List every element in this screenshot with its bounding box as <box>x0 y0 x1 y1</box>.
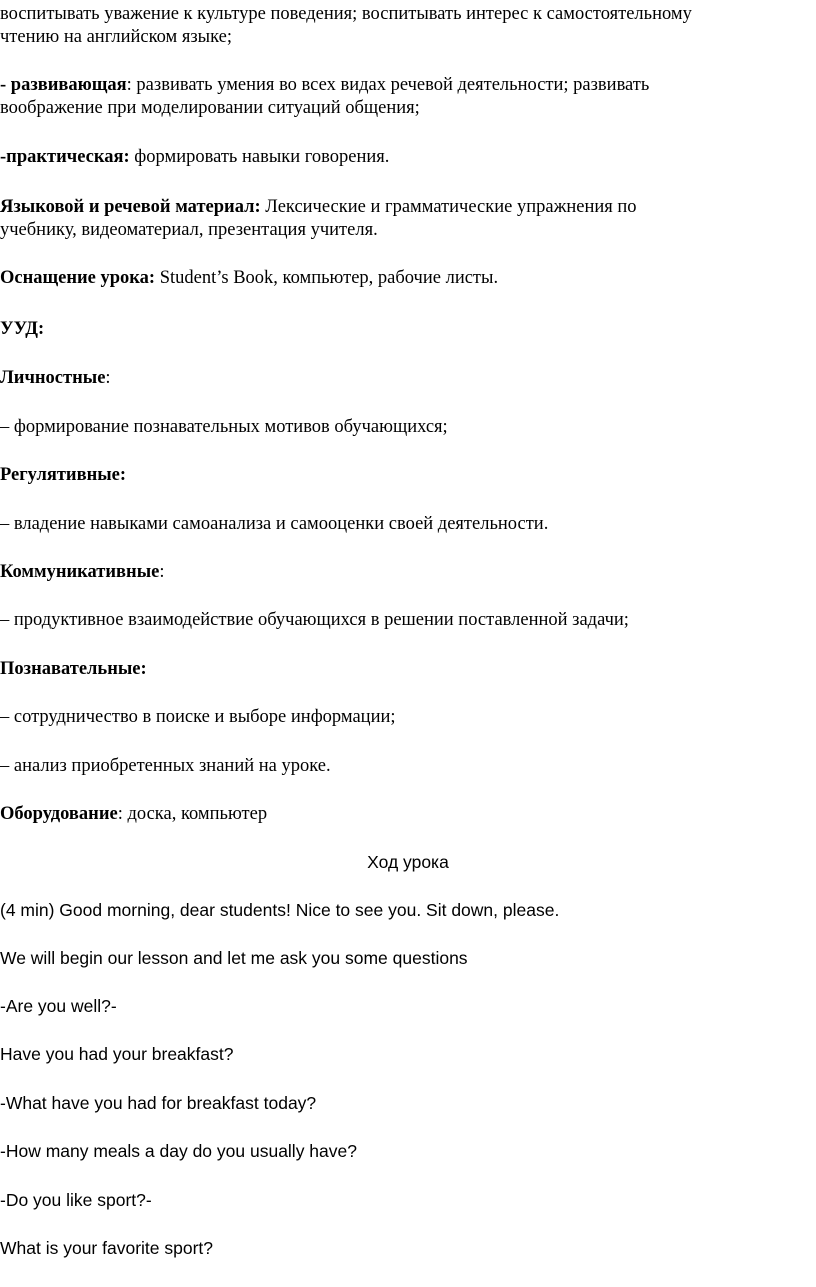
lesson-line: We will begin our lesson and let me ask you some questions <box>0 948 468 968</box>
uud-heading: УУД: <box>0 319 45 339</box>
lesson-equipment-paragraph <box>0 267 800 290</box>
lesson-equipment-label: Оснащение урока: <box>0 268 156 288</box>
lesson-title: Ход урока <box>367 852 449 872</box>
practical-text: формировать навыки говорения. <box>129 147 390 167</box>
lesson-equipment-text: Student’s Book, компьютер, рабочие листы. <box>155 268 499 288</box>
communicative-colon: : <box>159 562 165 582</box>
developing-label: - развивающая <box>0 75 127 95</box>
lesson-line: What is your favorite sport? <box>0 1238 213 1258</box>
communicative-label: Коммуникативные <box>0 562 160 582</box>
intro-line-1: воспитывать уважение к культуре поведения; воспитывать интерес к самостоятельному <box>0 4 692 24</box>
developing-goal <box>0 74 800 120</box>
lesson-line: -Do you like sport?- <box>0 1190 152 1210</box>
personal-heading <box>0 367 800 390</box>
communicative-heading <box>0 561 800 584</box>
communicative-item: – продуктивное взаимодействие обучающихся в решении поставленной задачи; <box>0 610 629 630</box>
material-label: Языковой и речевой материал: <box>0 197 261 217</box>
practical-label: -практическая: <box>0 147 130 167</box>
equipment-text: : доска, компьютер <box>117 804 268 824</box>
personal-colon: : <box>105 368 111 388</box>
regulatory-item: – владение навыками самоанализа и самооценки своей деятельности. <box>0 514 549 534</box>
personal-item: – формирование познавательных мотивов обучающихся; <box>0 417 448 437</box>
practical-goal <box>0 146 800 169</box>
lesson-line: -How many meals a day do you usually have? <box>0 1141 357 1161</box>
equipment-paragraph <box>0 803 800 826</box>
material-paragraph <box>0 196 800 242</box>
intro-paragraph <box>0 3 800 49</box>
lesson-line: -Are you well?- <box>0 996 117 1016</box>
intro-line-2: чтению на английском языке; <box>0 27 232 47</box>
lesson-line: Have you had your breakfast? <box>0 1044 234 1064</box>
regulatory-heading: Регулятивные: <box>0 465 127 485</box>
lesson-line: -What have you had for breakfast today? <box>0 1093 317 1113</box>
cognitive-heading: Познавательные: <box>0 659 147 679</box>
material-text-line-1: Лексические и грамматические упражнения по <box>260 197 637 217</box>
lesson-line: (4 min) Good morning, dear students! Nice to see you. Sit down, please. <box>0 900 560 920</box>
developing-text-line-1: : развивать умения во всех видах речевой деятельности; развивать <box>126 75 650 95</box>
personal-label: Личностные <box>0 368 106 388</box>
material-text-line-2: учебнику, видеоматериал, презентация учителя. <box>0 220 378 240</box>
cognitive-item-1: – сотрудничество в поиске и выборе информации; <box>0 707 396 727</box>
equipment-label: Оборудование <box>0 804 118 824</box>
cognitive-item-2: – анализ приобретенных знаний на уроке. <box>0 756 331 776</box>
developing-text-line-2: воображение при моделировании ситуаций общения; <box>0 98 420 118</box>
